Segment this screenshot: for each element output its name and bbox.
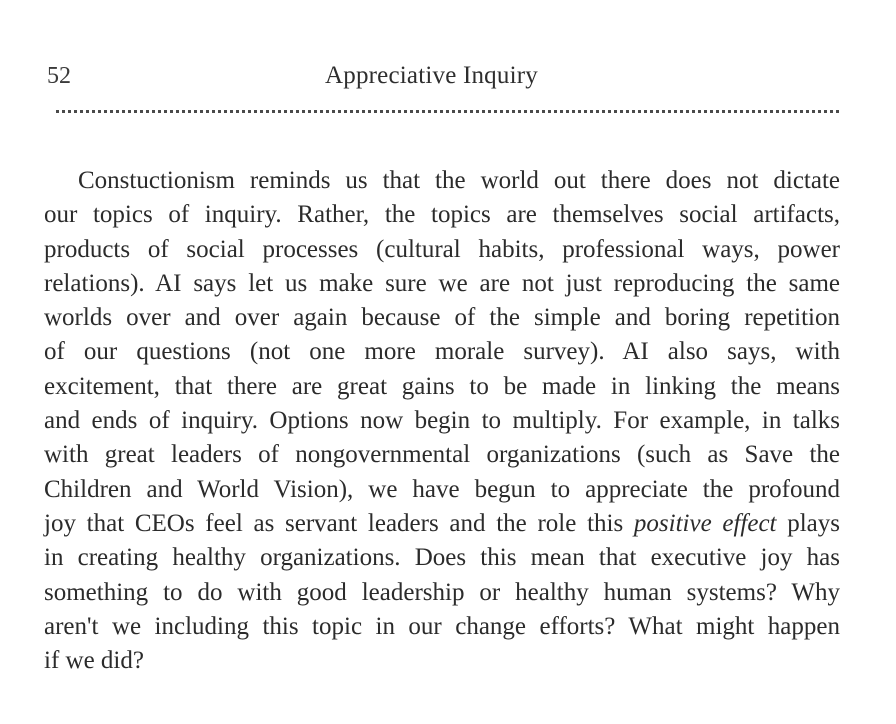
text-line: aren't we including this topic in our change efforts? What might happen xyxy=(44,612,840,640)
page-number: 52 xyxy=(47,63,71,89)
text-line: relations). AI says let us make sure we are not just reproducing the same xyxy=(44,269,840,297)
text-line: and ends of inquiry. Options now begin to multiply. For example, in talks xyxy=(44,407,840,435)
text-line: something to do with good leadership or healthy human systems? Why xyxy=(44,578,840,606)
text-line: if we did? xyxy=(44,647,144,675)
text-segment: joy that CEOs feel as servant leaders and the role this xyxy=(44,509,624,537)
text-segment: plays xyxy=(787,509,841,537)
running-title: Appreciative Inquiry xyxy=(325,62,538,89)
text-line: worlds over and over again because of the simple and boring repetition xyxy=(44,304,840,332)
text-line: Constuctionism reminds us that the world out there does not dictate xyxy=(78,167,840,194)
text-line: our topics of inquiry. Rather, the topics are themselves social artifacts, xyxy=(44,201,840,229)
text-line: of our questions (not one more morale survey). AI also says, with xyxy=(44,338,840,366)
dotted-divider xyxy=(56,110,839,113)
text-line: in creating healthy organizations. Does this mean that executive joy has xyxy=(44,544,840,572)
text-line-with-italic xyxy=(44,507,840,541)
text-line: excitement, that there are great gains to be made in linking the means xyxy=(44,372,840,400)
page-header xyxy=(47,58,843,98)
body-paragraph xyxy=(44,164,840,678)
text-line: products of social processes (cultural habits, professional ways, power xyxy=(44,235,840,263)
text-line: Children and World Vision), we have begun to appreciate the profound xyxy=(44,475,840,503)
text-line: with great leaders of nongovernmental organizations (such as Save the xyxy=(44,441,840,469)
italic-phrase: positive effect xyxy=(633,509,777,537)
